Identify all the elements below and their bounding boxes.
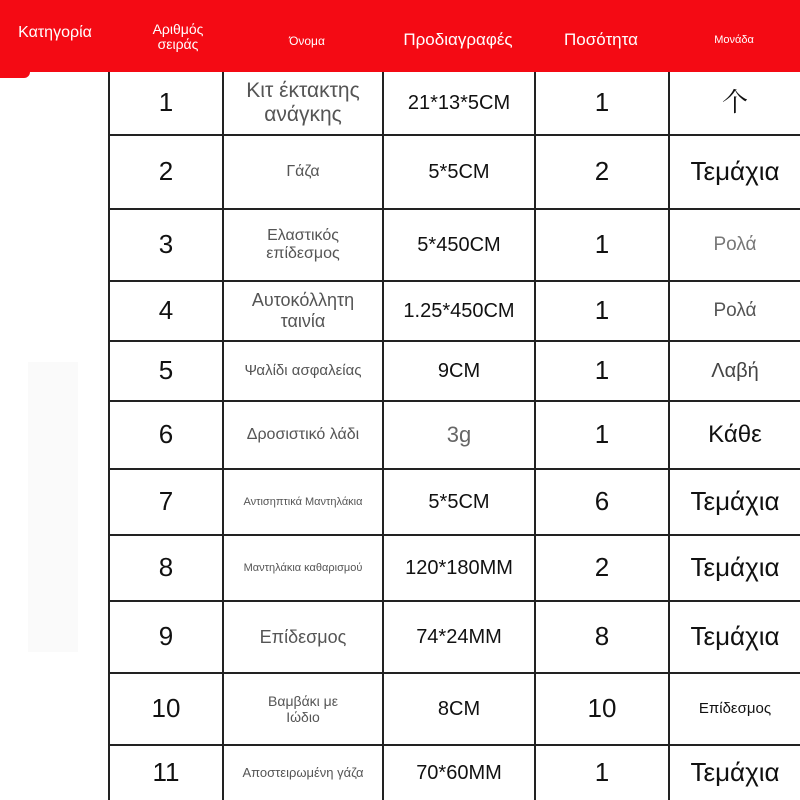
header-serial-label: Αριθμός σειράς [152, 21, 204, 53]
category-strip [28, 362, 78, 652]
unit-text: Τεμάχια [690, 757, 780, 788]
spec-cell [382, 470, 534, 534]
spec-cell [382, 282, 534, 340]
serial-cell [110, 746, 222, 800]
qty-text: 1 [594, 419, 610, 450]
name-cell [222, 72, 382, 134]
qty-text: 2 [594, 552, 610, 583]
table-row [110, 136, 800, 210]
name-text: Ελαστικός επίδεσμος [266, 226, 340, 262]
spec-text: 5*450CM [417, 233, 501, 256]
qty-text: 1 [594, 355, 610, 386]
name-cell [222, 136, 382, 208]
spec-text: 8CM [437, 697, 481, 720]
table-row [110, 210, 800, 282]
unit-cell [668, 282, 800, 340]
spec-text: 5*5CM [428, 160, 490, 183]
qty-text: 8 [594, 621, 610, 652]
serial-cell [110, 210, 222, 280]
header-qty [534, 0, 668, 72]
name-cell [222, 536, 382, 600]
serial-text: 2 [158, 156, 174, 187]
name-cell [222, 402, 382, 468]
unit-cell [668, 536, 800, 600]
qty-cell [534, 72, 668, 134]
unit-text: Τεμάχια [690, 621, 780, 652]
qty-text: 1 [594, 295, 610, 326]
qty-text: 1 [594, 757, 610, 788]
qty-text: 1 [594, 229, 610, 260]
serial-cell [110, 602, 222, 672]
name-cell [222, 470, 382, 534]
name-text: Επίδεσμος [259, 626, 347, 647]
unit-text: 个 [721, 87, 748, 118]
spec-cell [382, 674, 534, 744]
qty-text: 6 [594, 486, 610, 517]
serial-cell [110, 72, 222, 134]
name-text: Αντισηπτικά Μαντηλάκια [243, 495, 363, 508]
table-row [110, 342, 800, 402]
unit-text: Τεμάχια [690, 156, 780, 187]
header-spec-label: Προδιαγραφές [403, 30, 513, 49]
qty-cell [534, 470, 668, 534]
name-text: Κιτ έκτακτης ανάγκης [246, 78, 360, 126]
spec-cell [382, 342, 534, 400]
qty-cell [534, 536, 668, 600]
name-text: Αποστειρωμένη γάζα [242, 764, 364, 780]
name-cell [222, 210, 382, 280]
name-text: Αυτοκόλλητη ταινία [251, 290, 355, 331]
unit-text: Επίδεσμος [698, 700, 772, 718]
header-serial [124, 0, 232, 72]
spec-cell [382, 536, 534, 600]
qty-cell [534, 210, 668, 280]
qty-cell [534, 402, 668, 468]
unit-cell [668, 342, 800, 400]
serial-cell [110, 402, 222, 468]
header-name [232, 0, 382, 72]
qty-cell [534, 342, 668, 400]
table-row [110, 402, 800, 470]
serial-cell [110, 282, 222, 340]
spec-text: 74*24MM [416, 625, 502, 648]
serial-text: 9 [158, 621, 174, 652]
table-row [110, 72, 800, 136]
unit-cell [668, 402, 800, 468]
spec-cell [382, 210, 534, 280]
unit-cell [668, 72, 800, 134]
header-unit-label: Μονάδα [714, 34, 754, 46]
spec-text: 70*60MM [416, 761, 502, 784]
serial-cell [110, 674, 222, 744]
table-header [0, 0, 800, 72]
qty-cell [534, 602, 668, 672]
serial-text: 8 [158, 552, 174, 583]
name-text: Βαμβάκι με Ιώδιο [268, 692, 338, 725]
unit-text: Λαβή [711, 359, 759, 382]
unit-cell [668, 674, 800, 744]
qty-text: 2 [594, 156, 610, 187]
qty-cell [534, 746, 668, 800]
serial-cell [110, 536, 222, 600]
table-row [110, 674, 800, 746]
table-row [110, 536, 800, 602]
qty-cell [534, 136, 668, 208]
serial-text: 10 [151, 693, 181, 724]
header-spec [382, 0, 534, 72]
name-cell [222, 746, 382, 800]
table-row [110, 470, 800, 536]
spec-cell [382, 136, 534, 208]
spec-text: 9CM [437, 359, 481, 382]
serial-text: 7 [158, 486, 174, 517]
spec-text: 5*5CM [428, 490, 490, 513]
header-category [0, 0, 110, 72]
unit-text: Τεμάχια [690, 486, 780, 517]
qty-cell [534, 674, 668, 744]
serial-text: 11 [152, 757, 180, 788]
qty-text: 1 [594, 87, 610, 118]
serial-cell [110, 342, 222, 400]
unit-text: Ρολά [713, 300, 757, 322]
category-column [0, 72, 110, 800]
header-name-label: Όνομα [289, 34, 325, 48]
name-cell [222, 602, 382, 672]
serial-text: 1 [158, 87, 174, 118]
header-category-label: Κατηγορία [18, 24, 92, 41]
unit-text: Ρολά [713, 234, 757, 256]
serial-text: 5 [158, 355, 174, 386]
unit-text: Κάθε [708, 421, 762, 449]
serial-text: 3 [158, 229, 174, 260]
spec-text: 1.25*450CM [403, 299, 515, 322]
name-cell [222, 342, 382, 400]
table-row [110, 746, 800, 800]
name-text: Ψαλίδι ασφαλείας [244, 362, 362, 380]
header-unit [668, 0, 800, 72]
qty-cell [534, 282, 668, 340]
header-qty-label: Ποσότητα [564, 30, 638, 49]
name-cell [222, 282, 382, 340]
unit-cell [668, 210, 800, 280]
serial-text: 4 [158, 295, 174, 326]
name-cell [222, 674, 382, 744]
spec-text: 21*13*5CM [407, 91, 511, 114]
qty-text: 10 [587, 693, 617, 724]
spec-text: 3g [446, 422, 472, 448]
table-row [110, 602, 800, 674]
spec-cell [382, 602, 534, 672]
spec-cell [382, 746, 534, 800]
name-text: Μαντηλάκια καθαρισμού [243, 561, 363, 574]
serial-cell [110, 136, 222, 208]
spec-cell [382, 402, 534, 468]
table-row [110, 282, 800, 342]
unit-text: Τεμάχια [690, 552, 780, 583]
unit-cell [668, 602, 800, 672]
spec-text: 120*180MM [405, 556, 513, 579]
serial-cell [110, 470, 222, 534]
serial-text: 6 [158, 419, 174, 450]
name-text: Γάζα [286, 162, 320, 180]
name-text: Δροσιστικό λάδι [246, 425, 360, 443]
unit-cell [668, 746, 800, 800]
spec-cell [382, 72, 534, 134]
unit-cell [668, 470, 800, 534]
unit-cell [668, 136, 800, 208]
